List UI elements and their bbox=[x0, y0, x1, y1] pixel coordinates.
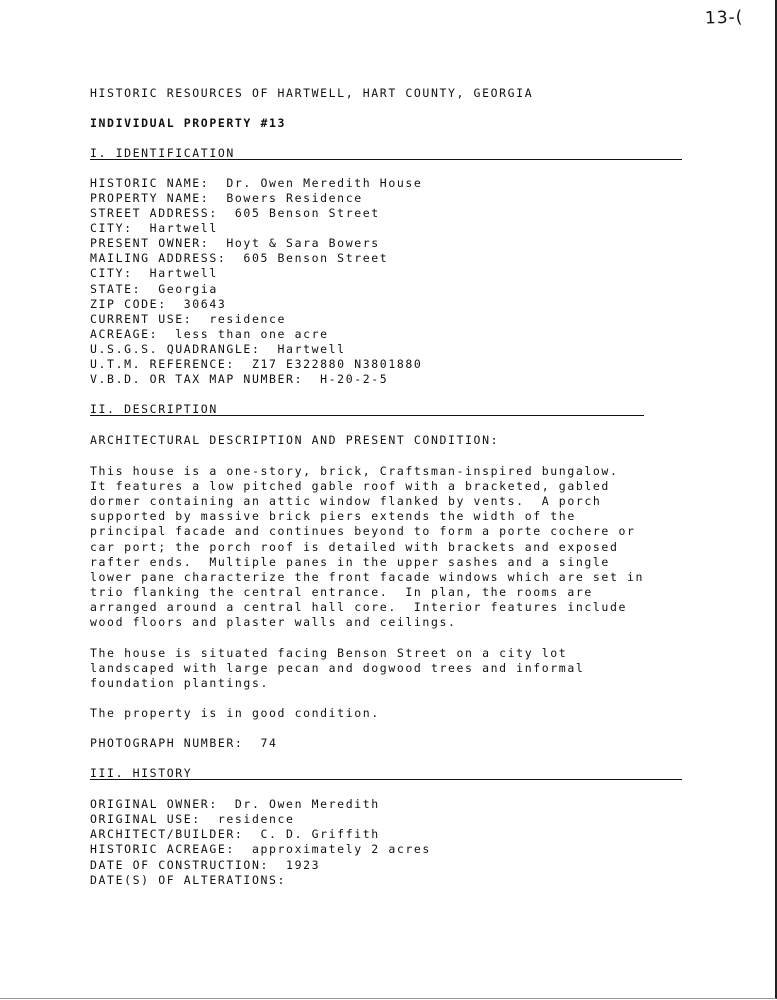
field-present-owner: PRESENT OWNER: Hoyt & Sara Bowers bbox=[90, 236, 380, 250]
paragraph-line: dormer containing an attic window flanked by vents. A porch bbox=[90, 494, 602, 508]
paragraph-line: It features a low pitched gable roof with a bracketed, gabled bbox=[90, 479, 610, 493]
paragraph-line: This house is a one-story, brick, Craftsman-inspired bungalow. bbox=[90, 464, 619, 478]
document-title: HISTORIC RESOURCES OF HARTWELL, HART COUNTY, GEORGIA bbox=[90, 86, 534, 100]
field-zip-code: ZIP CODE: 30643 bbox=[90, 297, 227, 311]
paragraph-line: supported by massive brick piers extends the width of the bbox=[90, 509, 576, 523]
field-date-of-construction: DATE OF CONSTRUCTION: 1923 bbox=[90, 858, 321, 872]
property-subtitle: INDIVIDUAL PROPERTY #13 bbox=[90, 116, 287, 130]
paragraph-line: car port; the porch roof is detailed with brackets and exposed bbox=[90, 540, 619, 554]
field-acreage: ACREAGE: less than one acre bbox=[90, 327, 329, 341]
field-usgs-quadrangle: U.S.G.S. QUADRANGLE: Hartwell bbox=[90, 342, 346, 356]
paragraph-line: trio flanking the central entrance. In plan, the rooms are bbox=[90, 585, 593, 599]
paragraph-line: foundation plantings. bbox=[90, 676, 269, 690]
paragraph-line: landscaped with large pecan and dogwood trees and informal bbox=[90, 661, 585, 675]
field-dates-of-alterations: DATE(S) OF ALTERATIONS: bbox=[90, 873, 287, 887]
paragraph-line: wood floors and plaster walls and ceilings. bbox=[90, 615, 457, 629]
field-mailing-address: MAILING ADDRESS: 605 Benson Street bbox=[90, 251, 389, 265]
paragraph-line: The house is situated facing Benson Street on a city lot bbox=[90, 646, 568, 660]
field-original-use: ORIGINAL USE: residence bbox=[90, 812, 295, 826]
condition-statement: The property is in good condition. bbox=[90, 706, 380, 720]
photograph-number: PHOTOGRAPH NUMBER: 74 bbox=[90, 736, 278, 750]
paragraph-line: lower pane characterize the front facade windows which are set in bbox=[90, 570, 645, 584]
paragraph-line: arranged around a central hall core. Interior features include bbox=[90, 600, 627, 614]
description-subheading: ARCHITECTURAL DESCRIPTION AND PRESENT CONDITION: bbox=[90, 433, 500, 447]
field-historic-name: HISTORIC NAME: Dr. Owen Meredith House bbox=[90, 176, 423, 190]
field-original-owner: ORIGINAL OWNER: Dr. Owen Meredith bbox=[90, 797, 380, 811]
field-property-name: PROPERTY NAME: Bowers Residence bbox=[90, 191, 363, 205]
field-architect-builder: ARCHITECT/BUILDER: C. D. Griffith bbox=[90, 827, 380, 841]
field-utm-reference: U.T.M. REFERENCE: Z17 E322880 N3801880 bbox=[90, 357, 423, 371]
field-street-address: STREET ADDRESS: 605 Benson Street bbox=[90, 206, 380, 220]
history-heading: III. HISTORY bbox=[90, 766, 193, 780]
paragraph-line: rafter ends. Multiple panes in the upper sashes and a single bbox=[90, 555, 610, 569]
identification-rule bbox=[90, 159, 682, 160]
identification-heading: I. IDENTIFICATION bbox=[90, 146, 235, 160]
field-tax-map-number: V.B.D. OR TAX MAP NUMBER: H-20-2-5 bbox=[90, 372, 389, 386]
field-city: CITY: Hartwell bbox=[90, 221, 218, 235]
field-state: STATE: Georgia bbox=[90, 282, 218, 296]
field-historic-acreage: HISTORIC ACREAGE: approximately 2 acres bbox=[90, 842, 431, 856]
history-rule bbox=[90, 779, 682, 780]
description-heading: II. DESCRIPTION bbox=[90, 402, 218, 416]
field-current-use: CURRENT USE: residence bbox=[90, 312, 287, 326]
field-mailing-city: CITY: Hartwell bbox=[90, 266, 218, 280]
page-number-note: 13-( bbox=[704, 7, 744, 29]
paragraph-line: principal facade and continues beyond to form a porte cochere or bbox=[90, 524, 636, 538]
description-rule bbox=[90, 415, 644, 416]
